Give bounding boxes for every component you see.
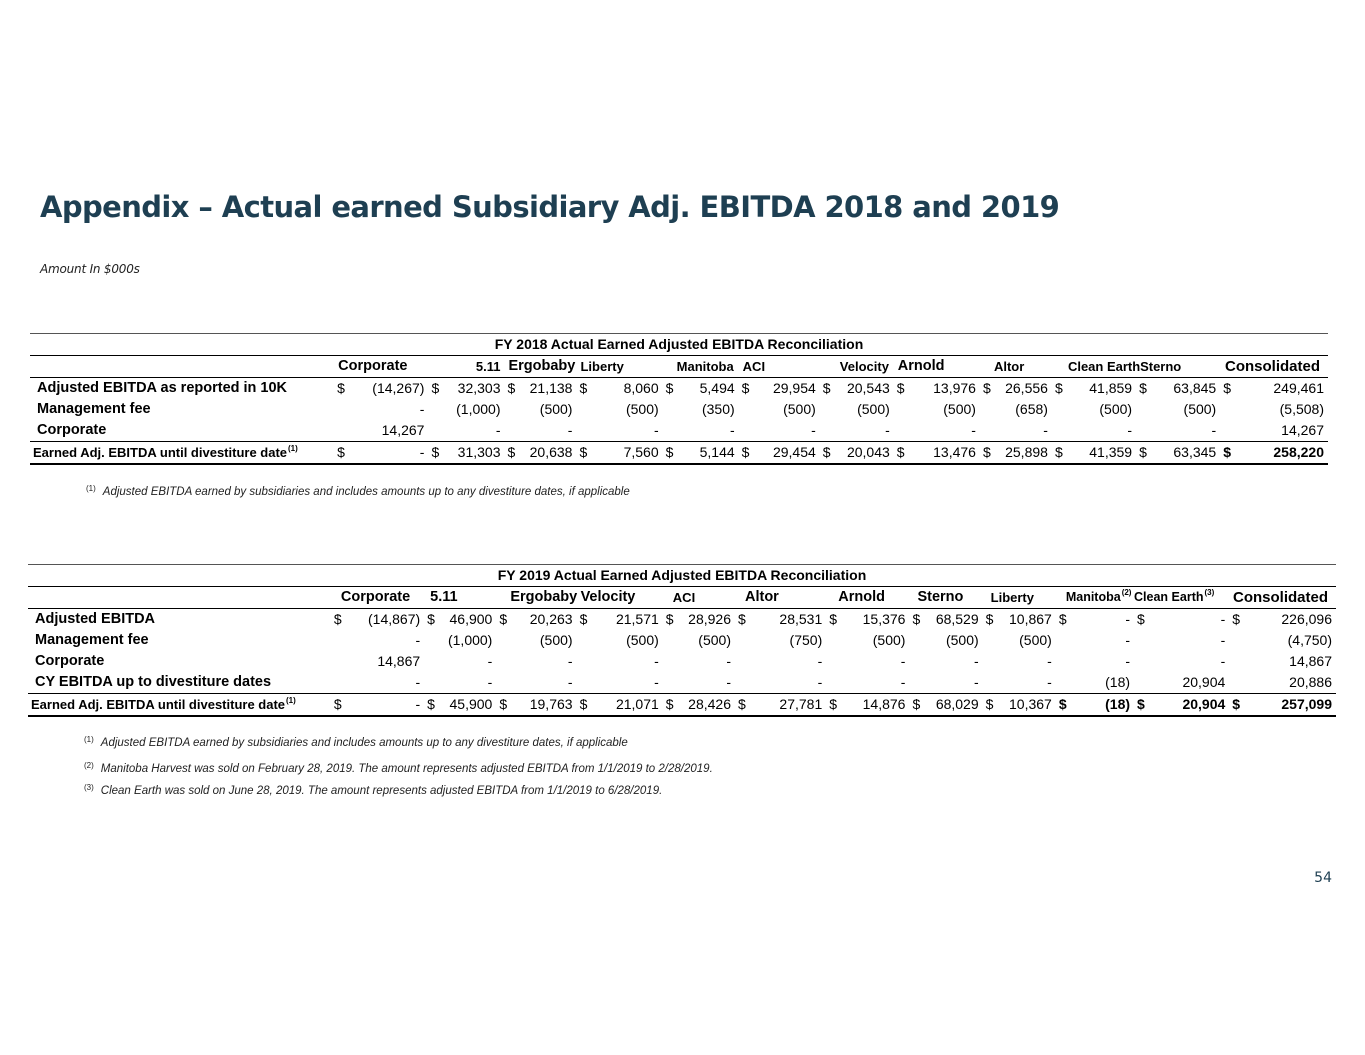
currency-symbol [1229, 672, 1247, 694]
currency-symbol: $ [1137, 611, 1145, 627]
currency-symbol [1052, 399, 1067, 420]
row-label: CY EBITDA up to divestiture dates [35, 674, 272, 690]
total-value: 63,345 [1151, 442, 1220, 465]
currency-symbol: $ [909, 694, 924, 717]
total-value: 20,043 [835, 442, 894, 465]
cell-value: (500) [943, 401, 976, 417]
currency-symbol [663, 420, 678, 442]
currency-symbol [424, 630, 439, 651]
cell-value: 14,267 [381, 422, 425, 438]
fy2019-col-header-manitoba: Manitoba$^{(2)}$ [1056, 587, 1134, 609]
row-label: Management fee [35, 632, 149, 648]
total-value: 29,454 [754, 442, 820, 465]
currency-symbol: $ [577, 694, 592, 717]
currency-symbol [496, 672, 511, 694]
currency-symbol [894, 420, 909, 442]
total-value: 68,029 [924, 694, 982, 717]
fy2018-col-header: Altor [980, 356, 1052, 378]
cell-value: (500) [1183, 401, 1217, 417]
fy2019-col-header: Ergobaby [496, 587, 576, 609]
currency-symbol [331, 630, 349, 651]
cell-value: - [487, 674, 493, 690]
cell-value: (500) [625, 401, 659, 417]
currency-symbol: $ [985, 611, 994, 627]
currency-symbol: $ [1223, 380, 1232, 396]
currency-symbol [909, 651, 924, 672]
table-row [30, 399, 1328, 420]
fy2019-col-header: ACI [663, 587, 735, 609]
fy2019-header-row [28, 587, 1336, 609]
cell-value: 20,886 [1289, 674, 1332, 690]
fy2018-col-header: 5.11 [428, 356, 504, 378]
total-row [30, 442, 1328, 465]
currency-symbol [1229, 651, 1247, 672]
currency-symbol: $ [1139, 380, 1147, 396]
cell-value: - [726, 674, 731, 690]
fy2019-col-header: Altor [735, 587, 826, 609]
fy2019-col-header: 5.11 [424, 587, 496, 609]
currency-symbol [983, 651, 998, 672]
total-value: 257,099 [1247, 694, 1336, 717]
currency-symbol: $ [1229, 694, 1247, 717]
total-value: 20,638 [520, 442, 577, 465]
currency-symbol: $ [894, 442, 909, 465]
currency-symbol [331, 672, 349, 694]
currency-symbol: $ [735, 694, 750, 717]
cell-value: (4,750) [1287, 632, 1332, 648]
currency-symbol [1136, 420, 1151, 442]
total-value: 258,220 [1238, 442, 1328, 465]
footnote: $^{(3)}$ Clean Earth was sold on June 28, 2019. The amount represents adjusted EBITDA from 1/1/2019 to 6/28/2019. [84, 783, 663, 797]
cell-value: - [973, 653, 979, 669]
currency-symbol [980, 399, 995, 420]
cell-value: 29,954 [772, 380, 816, 396]
fy2018-col-header: Arnold [894, 356, 980, 378]
cell-value: - [1043, 422, 1048, 438]
fy2019-col-header: Sterno [909, 587, 982, 609]
currency-symbol: $ [427, 611, 435, 627]
currency-symbol [496, 651, 511, 672]
cell-value: (500) [626, 632, 659, 648]
cell-value: - [415, 632, 421, 648]
page-title: Appendix – Actual earned Subsidiary Adj. EBITDA 2018 and 2019 [40, 190, 1060, 224]
cell-value: - [567, 653, 573, 669]
currency-symbol: $ [1220, 442, 1238, 465]
currency-symbol [663, 651, 678, 672]
currency-symbol: $ [337, 380, 345, 396]
currency-symbol [577, 651, 592, 672]
total-value: 13,476 [909, 442, 980, 465]
currency-symbol: $ [431, 380, 440, 396]
cell-value: 15,376 [862, 611, 906, 627]
currency-symbol: $ [579, 611, 588, 627]
cell-value: - [1220, 632, 1226, 648]
row-label: Management fee [37, 401, 151, 417]
currency-symbol: $ [496, 694, 511, 717]
fy2019-col-header-clean-earth: Clean Earth$^{(3)}$ [1134, 587, 1229, 609]
fy2018-col-header: Velocity [820, 356, 894, 378]
currency-symbol [1136, 399, 1151, 420]
cell-value: - [567, 674, 573, 690]
cell-value: (500) [698, 632, 731, 648]
total-value: 41,359 [1067, 442, 1136, 465]
cell-value: (750) [789, 632, 823, 648]
fy2018-table-title: FY 2018 Actual Earned Adjusted EBITDA Reconciliation [30, 334, 1328, 356]
row-label: Corporate [37, 422, 107, 438]
currency-symbol [663, 399, 678, 420]
fy2018-col-header: Corporate [334, 356, 428, 378]
cell-value: - [900, 653, 906, 669]
fy2018-header-row [30, 356, 1328, 378]
table-row [30, 420, 1328, 442]
currency-symbol [1056, 630, 1071, 651]
currency-symbol: $ [334, 442, 352, 465]
cell-value: (1,000) [456, 401, 501, 417]
cell-value: - [654, 674, 659, 690]
cell-value: 8,060 [623, 380, 659, 396]
currency-symbol [424, 672, 439, 694]
currency-symbol: $ [1052, 442, 1067, 465]
table-row [28, 651, 1336, 672]
fy2019-col-header: Consolidated [1229, 587, 1336, 609]
currency-symbol [428, 399, 445, 420]
currency-symbol: $ [912, 611, 921, 627]
cell-value: (14,267) [372, 380, 425, 396]
cell-value: (18) [1105, 674, 1131, 690]
cell-value: 10,867 [1009, 611, 1052, 627]
cell-value: (500) [783, 401, 816, 417]
cell-value: (5,508) [1279, 401, 1324, 417]
total-value: 5,144 [678, 442, 739, 465]
total-value: 28,426 [678, 694, 735, 717]
cell-value: - [1125, 653, 1131, 669]
currency-symbol [504, 420, 519, 442]
cell-value: 21,138 [529, 380, 573, 396]
currency-symbol [1220, 420, 1238, 442]
cell-value: - [730, 422, 735, 438]
total-value: - [349, 694, 424, 717]
cell-value: 68,529 [935, 611, 979, 627]
fy2018-reconciliation-table [30, 333, 1328, 465]
currency-symbol: $ [428, 442, 445, 465]
currency-symbol [334, 399, 352, 420]
footnote: $^{(1)}$ Adjusted EBITDA earned by subsidiaries and includes amounts up to any divestiture dates, if applicable [86, 484, 630, 498]
cell-value: (500) [1099, 401, 1133, 417]
currency-symbol: $ [739, 442, 754, 465]
cell-value: - [973, 674, 979, 690]
table-row [28, 609, 1336, 631]
amount-unit-note: Amount In $000s [40, 262, 140, 276]
table-row [28, 630, 1336, 651]
cell-value: - [487, 653, 493, 669]
cell-value: - [811, 422, 816, 438]
currency-symbol [826, 630, 841, 651]
total-value: 10,367 [998, 694, 1056, 717]
currency-symbol: $ [1054, 380, 1063, 396]
total-label: Earned Adj. EBITDA until divestiture date$^{(1)}$ [30, 442, 334, 465]
currency-symbol: $ [579, 380, 588, 396]
footnote: $^{(1)}$ Adjusted EBITDA earned by subsidiaries and includes amounts up to any divestiture dates, if applicable [84, 735, 628, 749]
cell-value: - [1211, 422, 1217, 438]
fy2018-col-header: Consolidated [1220, 356, 1328, 378]
currency-symbol [983, 630, 998, 651]
cell-value: 14,867 [1289, 653, 1332, 669]
currency-symbol [735, 651, 750, 672]
currency-symbol [1134, 651, 1149, 672]
total-value: - [352, 442, 428, 465]
cell-value: - [1125, 632, 1131, 648]
currency-symbol [1052, 420, 1067, 442]
cell-value: 5,494 [699, 380, 735, 396]
currency-symbol: $ [822, 380, 831, 396]
currency-symbol [1056, 651, 1071, 672]
cell-value: - [1047, 674, 1052, 690]
row-label: Adjusted EBITDA [35, 611, 156, 627]
currency-symbol: $ [576, 442, 591, 465]
cell-value: (500) [539, 401, 573, 417]
cell-value: 13,976 [933, 380, 976, 396]
currency-symbol [1134, 672, 1149, 694]
cell-value: - [495, 422, 501, 438]
currency-symbol: $ [507, 380, 516, 396]
currency-symbol: $ [982, 380, 991, 396]
currency-symbol: $ [333, 611, 342, 627]
currency-symbol [663, 630, 678, 651]
cell-value: 26,556 [1005, 380, 1048, 396]
cell-value: 21,571 [615, 611, 659, 627]
cell-value: 46,900 [449, 611, 493, 627]
currency-symbol [820, 420, 835, 442]
cell-value: (500) [857, 401, 890, 417]
fy2019-reconciliation-table [28, 564, 1336, 717]
cell-value: (658) [1015, 401, 1048, 417]
currency-symbol [1056, 672, 1071, 694]
currency-symbol [820, 399, 835, 420]
currency-symbol [576, 399, 591, 420]
currency-symbol [496, 630, 511, 651]
currency-symbol [428, 420, 445, 442]
currency-symbol: $ [1134, 694, 1149, 717]
cell-value: - [817, 674, 823, 690]
currency-symbol [1134, 630, 1149, 651]
cell-value: 20,904 [1182, 674, 1226, 690]
cell-value: - [971, 422, 976, 438]
fy2019-col-header: Arnold [826, 587, 909, 609]
fy2018-col-header: Manitoba [663, 356, 739, 378]
row-label: Adjusted EBITDA as reported in 10K [37, 380, 288, 396]
cell-value: - [1220, 611, 1226, 627]
fy2018-col-header: Sterno [1136, 356, 1220, 378]
cell-value: 14,867 [377, 653, 421, 669]
cell-value: - [1125, 611, 1131, 627]
cell-value: 28,531 [779, 611, 823, 627]
currency-symbol: $ [980, 442, 995, 465]
total-value: 7,560 [592, 442, 663, 465]
cell-value: 32,303 [457, 380, 501, 396]
cell-value: (1,000) [447, 632, 493, 648]
currency-symbol [576, 420, 591, 442]
cell-value: (500) [539, 632, 573, 648]
currency-symbol [577, 630, 592, 651]
currency-symbol: $ [1056, 694, 1071, 717]
currency-symbol [909, 630, 924, 651]
currency-symbol [1220, 399, 1238, 420]
total-value: 19,763 [511, 694, 576, 717]
cell-value: 63,845 [1173, 380, 1217, 396]
currency-symbol [1229, 630, 1247, 651]
cell-value: - [653, 422, 659, 438]
fy2019-col-header: Liberty [983, 587, 1056, 609]
currency-symbol: $ [665, 380, 674, 396]
currency-symbol: $ [663, 694, 678, 717]
cell-value: - [1127, 422, 1133, 438]
total-value: 45,900 [439, 694, 496, 717]
currency-symbol: $ [829, 611, 838, 627]
table-row [30, 378, 1328, 400]
currency-symbol [739, 420, 754, 442]
currency-symbol [983, 672, 998, 694]
fy2018-col-header: ACI [739, 356, 820, 378]
total-row [28, 694, 1336, 717]
currency-symbol [894, 399, 909, 420]
currency-symbol: $ [1232, 611, 1241, 627]
cell-value: - [567, 422, 573, 438]
total-value: 25,898 [995, 442, 1052, 465]
currency-symbol: $ [983, 694, 998, 717]
cell-value: 20,543 [846, 380, 890, 396]
cell-value: (14,867) [368, 611, 421, 627]
total-value: 21,071 [592, 694, 663, 717]
currency-symbol [334, 420, 352, 442]
row-label: Corporate [35, 653, 105, 669]
cell-value: - [419, 401, 425, 417]
currency-symbol: $ [663, 442, 678, 465]
currency-symbol [735, 672, 750, 694]
total-label: Earned Adj. EBITDA until divestiture date$^{(1)}$ [28, 694, 331, 717]
currency-symbol: $ [1058, 611, 1067, 627]
currency-symbol [577, 672, 592, 694]
currency-symbol [331, 651, 349, 672]
currency-symbol: $ [741, 380, 750, 396]
currency-symbol [739, 399, 754, 420]
fy2018-col-header: Ergobaby [504, 356, 576, 378]
currency-symbol: $ [1136, 442, 1151, 465]
cell-value: - [1047, 653, 1052, 669]
table-row [28, 672, 1336, 694]
fy2019-table-title: FY 2019 Actual Earned Adjusted EBITDA Reconciliation [28, 565, 1336, 587]
currency-symbol: $ [504, 442, 519, 465]
fy2018-col-header: Liberty [576, 356, 662, 378]
fy2018-col-header: Clean Earth [1052, 356, 1136, 378]
currency-symbol: $ [499, 611, 508, 627]
total-value: 14,876 [841, 694, 909, 717]
currency-symbol: $ [737, 611, 746, 627]
cell-value: - [1220, 653, 1226, 669]
cell-value: 41,859 [1089, 380, 1133, 396]
cell-value: 14,267 [1281, 422, 1324, 438]
cell-value: - [654, 653, 659, 669]
currency-symbol: $ [424, 694, 439, 717]
cell-value: (500) [1019, 632, 1052, 648]
cell-value: - [817, 653, 823, 669]
cell-value: - [900, 674, 906, 690]
currency-symbol: $ [665, 611, 674, 627]
currency-symbol: $ [331, 694, 349, 717]
currency-symbol [424, 651, 439, 672]
cell-value: 20,263 [529, 611, 573, 627]
currency-symbol [735, 630, 750, 651]
currency-symbol [504, 399, 519, 420]
total-value: (18) [1071, 694, 1134, 717]
cell-value: (500) [945, 632, 979, 648]
currency-symbol: $ [820, 442, 835, 465]
footnote: $^{(2)}$ Manitoba Harvest was sold on February 28, 2019. The amount represents adjusted EBITDA from 1/1/2019 to 2/28/2019. [84, 761, 713, 775]
cell-value: 249,461 [1273, 380, 1324, 396]
currency-symbol: $ [826, 694, 841, 717]
total-value: 27,781 [750, 694, 826, 717]
fy2019-col-header: Corporate [331, 587, 424, 609]
cell-value: - [415, 674, 421, 690]
total-value: 20,904 [1149, 694, 1229, 717]
cell-value: - [726, 653, 731, 669]
currency-symbol [826, 651, 841, 672]
currency-symbol [980, 420, 995, 442]
page-number: 54 [1314, 870, 1332, 886]
currency-symbol: $ [896, 380, 905, 396]
cell-value: (500) [872, 632, 906, 648]
currency-symbol [909, 672, 924, 694]
cell-value: - [885, 422, 890, 438]
currency-symbol [826, 672, 841, 694]
cell-value: (350) [701, 401, 735, 417]
fy2019-col-header: Velocity [577, 587, 663, 609]
cell-value: 226,096 [1281, 611, 1332, 627]
currency-symbol [663, 672, 678, 694]
total-value: 31,303 [446, 442, 505, 465]
cell-value: 28,926 [688, 611, 731, 627]
